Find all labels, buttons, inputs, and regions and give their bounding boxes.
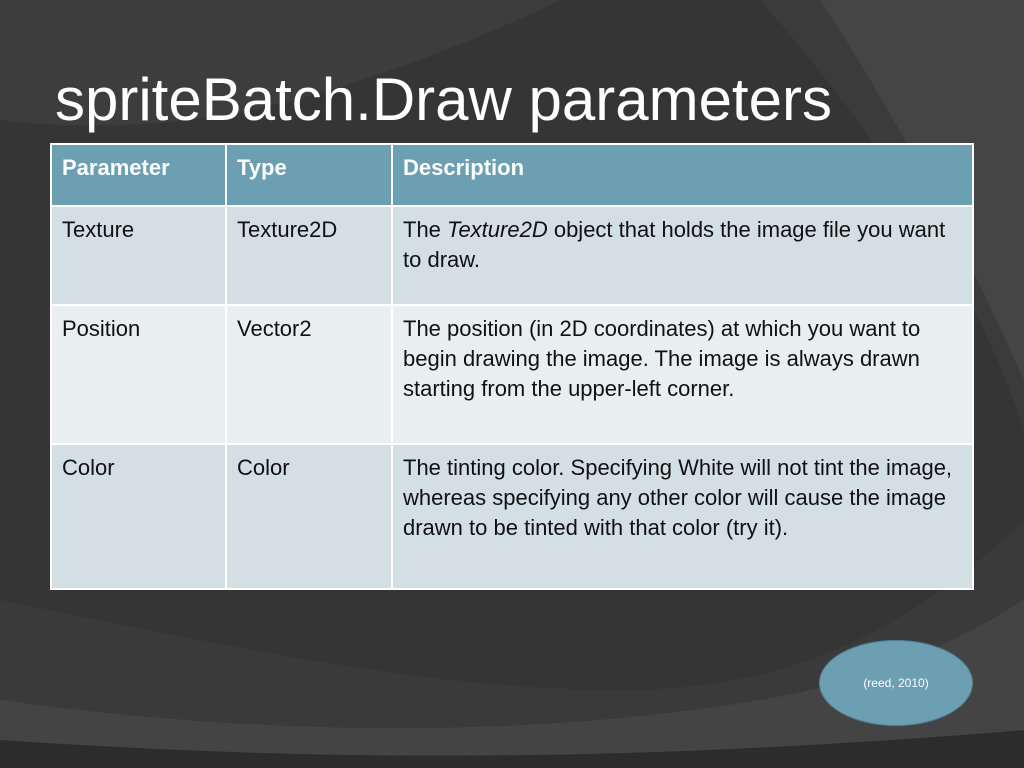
cell-type: Texture2D [226,206,392,305]
parameters-table [50,143,974,590]
table-header-row [51,144,973,206]
header-description: Description [392,144,973,206]
cell-type: Vector2 [226,305,392,444]
cell-parameter: Color [51,444,226,589]
cell-description: The tinting color. Specifying White will not tint the image, whereas specifying any other color will cause the image drawn to be tinted with that color (try it). [392,444,973,589]
table-row [51,206,973,305]
cell-description: The position (in 2D coordinates) at which you want to begin drawing the image. The image is always drawn starting from the upper-left corner. [392,305,973,444]
description-emphasis: Texture2D [447,217,548,242]
citation-bubble [819,640,973,726]
table-row [51,305,973,444]
description-prefix: The [403,217,448,242]
cell-description [392,206,973,305]
cell-type: Color [226,444,392,589]
table-row [51,444,973,589]
citation-text: (reed, 2010) [863,676,929,690]
header-type: Type [226,144,392,206]
cell-parameter: Texture [51,206,226,305]
cell-parameter: Position [51,305,226,444]
description-suffix: object that holds the image file you want to draw. [403,217,946,272]
slide-title: spriteBatch.Draw parameters [55,66,832,133]
header-parameter: Parameter [51,144,226,206]
